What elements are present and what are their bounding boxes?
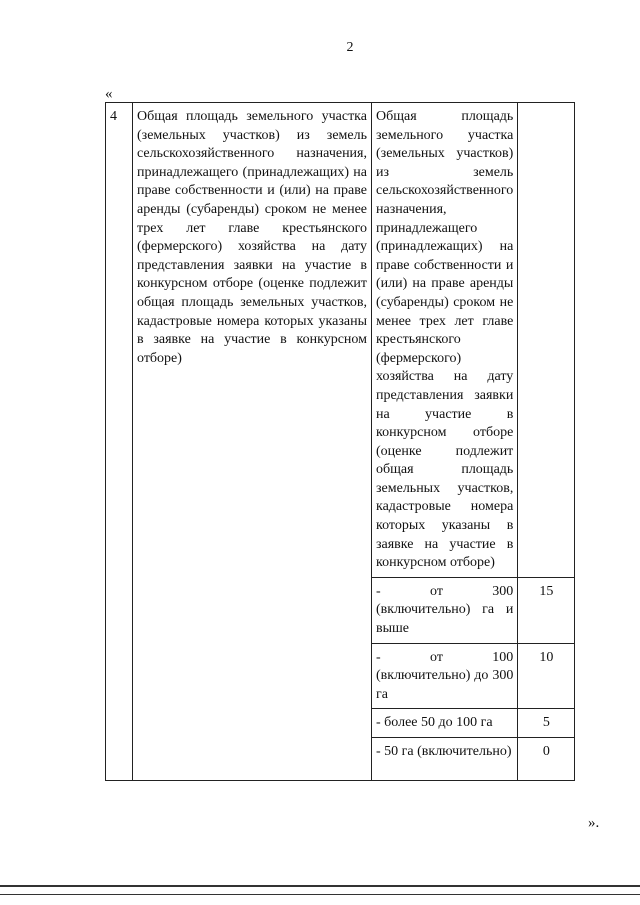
option-label-cell: - от 100 (включительно) до 300 га bbox=[372, 643, 518, 709]
row-number-cell: 4 bbox=[106, 103, 133, 781]
criteria-table bbox=[105, 102, 575, 781]
option-label-cell: - более 50 до 100 га bbox=[372, 709, 518, 738]
option-score-cell: 10 bbox=[518, 643, 575, 709]
opening-quote-mark: « bbox=[105, 86, 113, 102]
option-label-cell: - от 300 (включительно) га и выше bbox=[372, 577, 518, 643]
option-score-cell: 0 bbox=[518, 738, 575, 781]
indicator-score-cell bbox=[518, 103, 575, 578]
scan-border-line bbox=[0, 894, 640, 895]
closing-quote-mark: ». bbox=[588, 815, 600, 831]
indicator-cell: Общая площадь земельного участка (земельных участков) из земель сельскохозяйственного назначения, принадлежащего (принадлежащих) на праве собственности и (или) на праве аренды (субаренды) сроком не менее трех лет главе крестьянского (фермерского) хозяйства на дату представления заявки на участие в конкурсном отборе (оценке подлежит общая площадь земельных участков, кадастровые номера которых указаны в заявке на участие в конкурсном отборе) bbox=[372, 103, 518, 578]
scan-border-line bbox=[0, 885, 640, 887]
option-label-cell: - 50 га (включительно) bbox=[372, 738, 518, 781]
page-number: 2 bbox=[346, 40, 354, 55]
option-score-cell: 15 bbox=[518, 577, 575, 643]
option-score-cell: 5 bbox=[518, 709, 575, 738]
criterion-cell: Общая площадь земельного участка (земельных участков) из земель сельскохозяйственного назначения, принадлежащего (принадлежащих) на праве собственности и (или) на праве аренды (субаренды) сроком не менее трех лет главе крестьянского (фермерского) хозяйства на дату представления заявки на участие в конкурсном отборе (оценке подлежит общая площадь земельных участков, кадастровые номера которых указаны в заявке на участие в конкурсном отборе) bbox=[133, 103, 372, 781]
table-row bbox=[106, 103, 575, 578]
